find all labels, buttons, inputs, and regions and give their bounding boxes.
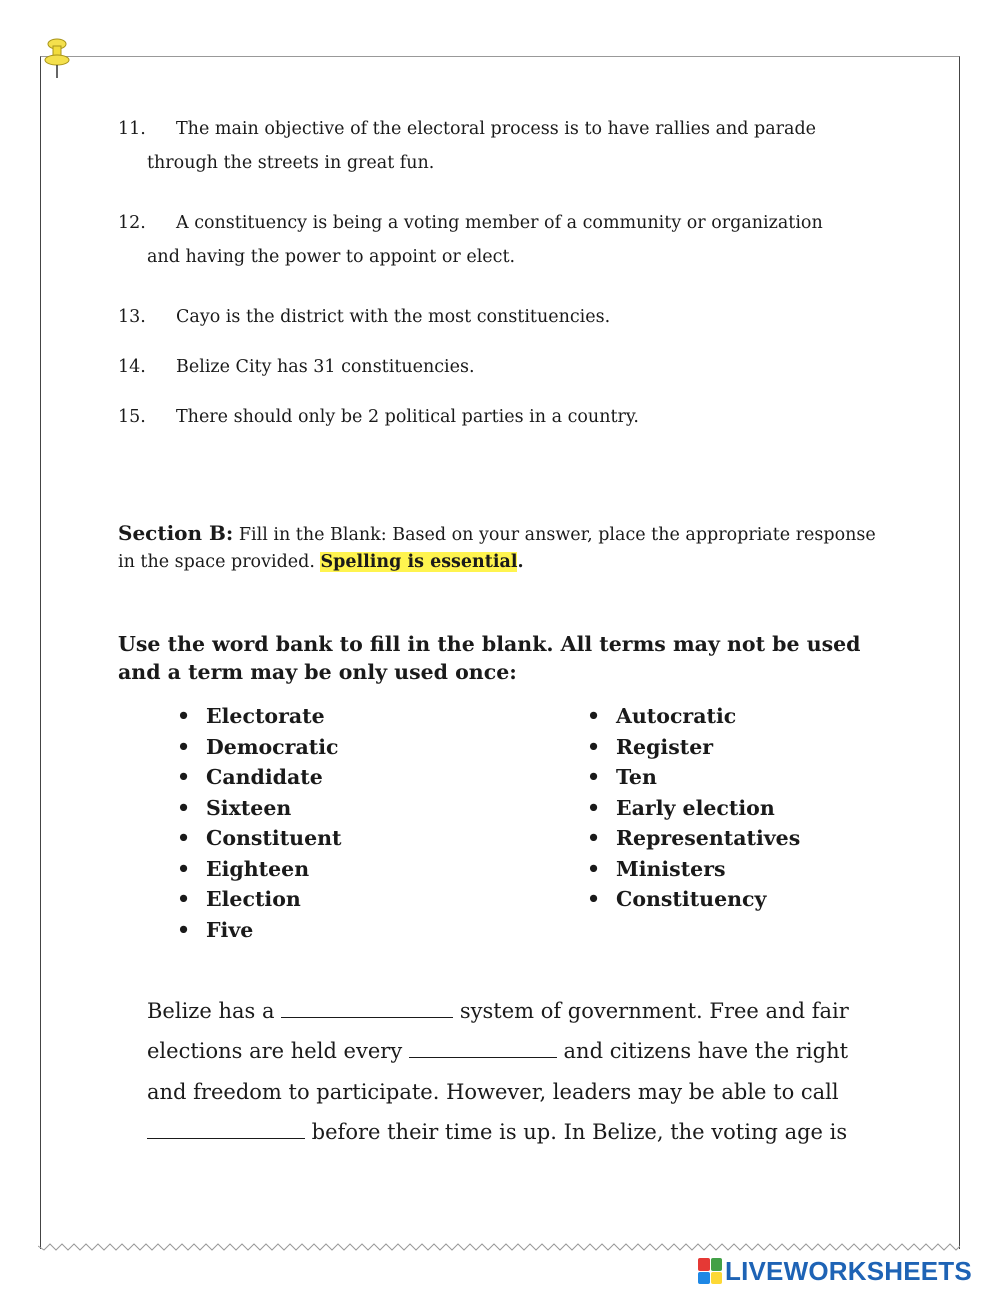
pushpin-icon — [42, 38, 72, 80]
word-bank-item: • Ministers — [587, 854, 800, 885]
spelling-highlight: Spelling is essential — [320, 552, 518, 572]
word-bank-left — [177, 701, 341, 945]
word-bank-instructions: Use the word bank to fill in the blank. All terms may not be used and a term may be only used once: — [118, 632, 861, 684]
word-bank-item: • Early election — [587, 793, 800, 824]
word-bank-item: • Electorate — [177, 701, 341, 732]
word-bank-item: • Election — [177, 884, 341, 915]
word-bank-item: • Eighteen — [177, 854, 341, 885]
passage-text: and freedom to participate. However, leaders may be able to call — [147, 1079, 839, 1104]
statement-12 — [118, 206, 823, 274]
answer-blank-1[interactable] — [281, 997, 453, 1018]
passage-text: before their time is up. In Belize, the voting age is — [305, 1119, 848, 1144]
word-bank-item: • Democratic — [177, 732, 341, 763]
word-bank-item: • Ten — [587, 762, 800, 793]
word-bank-item: • Constituency — [587, 884, 800, 915]
word-bank-item: • Register — [587, 732, 800, 763]
statement-text: Belize City has 31 constituencies. — [176, 357, 475, 377]
statement-text: A constituency is being a voting member of a community or organization — [176, 213, 823, 233]
liveworksheets-watermark — [698, 1254, 972, 1288]
torn-page-edge — [38, 1238, 960, 1254]
passage-text: and citizens have the right — [556, 1039, 849, 1064]
fill-in-passage — [147, 991, 877, 1152]
word-bank-right — [587, 701, 800, 915]
section-b-text: Fill in the Blank: Based on your answer, place the appropriate response in the space provided. — [118, 525, 876, 572]
statement-text: There should only be 2 political parties in a country. — [176, 407, 639, 427]
word-bank-item: • Constituent — [177, 823, 341, 854]
statement-14 — [118, 350, 475, 384]
statement-11 — [118, 112, 816, 180]
statement-text: Cayo is the district with the most constituencies. — [176, 307, 611, 327]
statement-number: 14. — [118, 357, 146, 377]
statement-text: The main objective of the electoral process is to have rallies and parade — [176, 119, 817, 139]
answer-blank-2[interactable] — [409, 1037, 557, 1058]
word-bank-item: • Autocratic — [587, 701, 800, 732]
word-bank-item: • Candidate — [177, 762, 341, 793]
section-b-intro — [118, 520, 878, 576]
section-b-end: . — [517, 552, 524, 572]
watermark-text: LIVEWORKSHEETS — [725, 1255, 972, 1286]
statement-number: 15. — [118, 407, 146, 427]
statement-15 — [118, 400, 639, 434]
word-bank-item: • Representatives — [587, 823, 800, 854]
passage-text: system of government. Free and fair — [453, 999, 849, 1023]
statement-text-continued: through the streets in great fun. — [147, 153, 435, 173]
word-bank-item: • Sixteen — [177, 793, 341, 824]
section-b-label: Section B: — [118, 521, 234, 545]
statement-text-continued: and having the power to appoint or elect. — [147, 247, 516, 267]
statement-13 — [118, 300, 610, 334]
word-bank-item: • Five — [177, 915, 341, 946]
answer-blank-3[interactable] — [147, 1118, 305, 1139]
statement-number: 12. — [118, 213, 146, 233]
statement-number: 11. — [118, 119, 146, 139]
liveworksheets-logo-icon — [698, 1258, 722, 1284]
passage-text: Belize has a — [147, 999, 282, 1023]
statement-number: 13. — [118, 307, 146, 327]
passage-text: elections are held every — [147, 1039, 409, 1064]
